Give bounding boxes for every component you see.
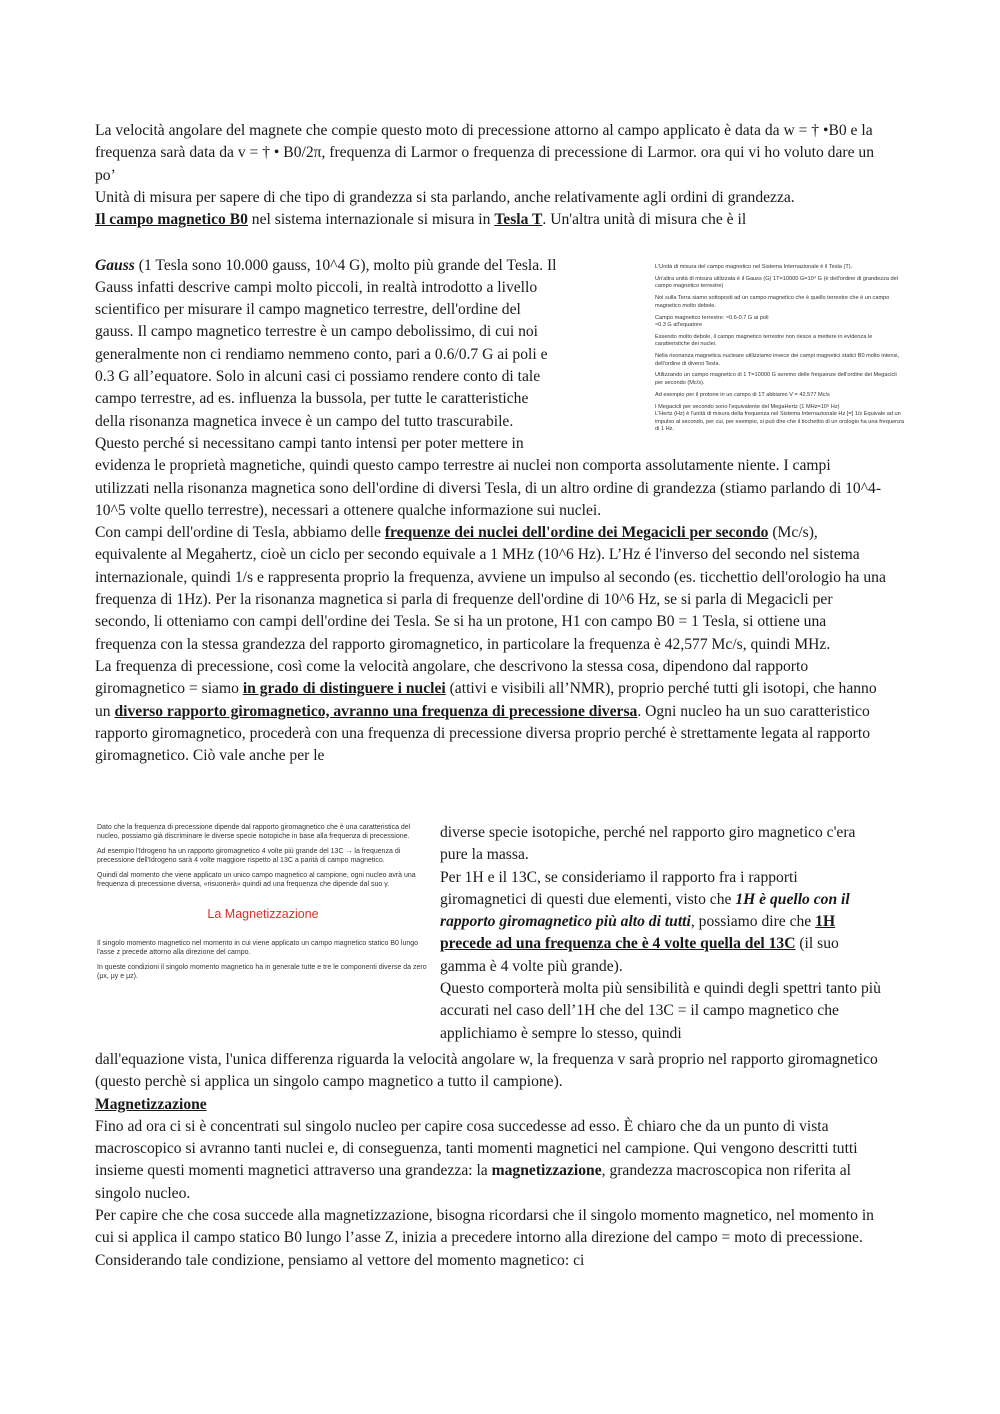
campo-line-0: Gauss (1 Tesla sono 10.000 gauss, 10^4 G), molto più grande del Tesla. Il — [95, 256, 557, 274]
side-note-magnetization: Dato che la frequenza di precessione dipende dal rapporto giromagnetico che è una caratteristica del nucleo, possiamo già discriminare le diverse specie isotopiche in base alla frequenza di precessione. Ad esempio l'Idrogeno ha un rapporto giromagnetico 4 volte più grande del 13C → la frequenza di precessione dell'Idrogeno sarà 4 volte maggiore rispetto al 13C a parità di campo magnetico. Quindi dal momento che viene applicato un unico campo magnetico al campione, ogni nucleo avrà una frequenza di precessione diversa, «risuonerà» quindi ad una frequenza che dipende dal suo γ. La Magnetizzazione Il singolo momento magnetico nel momento in cui viene applicato un campo magnetico statico B0 lungo l'asse z precede attorno alla direzione del campo. In queste condizioni il singolo momento magnetico ha in generale tutte e tre le componenti diverse da zero (μx, μy e μz). — [97, 824, 429, 989]
campo-first-line: Il campo magnetico B0 nel sistema internazionale si misura in Tesla T. Un'altra unità di misura che è il — [95, 211, 747, 229]
isotopic-paragraph: diverse specie isotopiche, perché nel rapporto giro magnetico c'era pure la massa. — [440, 824, 856, 864]
campo-line-8: Questo perché si necessitano campi tanto intensi per poter mettere in — [95, 434, 524, 452]
campo-line-7: della risonanza magnetica invece è un campo del tutto trascurabile. — [95, 412, 514, 430]
campo-rest-paragraph: evidenza le proprietà magnetiche, quindi questo campo terrestre ai nuclei non comporta assolutamente niente. I campi utilizzati nella risonanza magnetica sono dell'ordine di diversi Tesla, di un altro ordine di grandezza (stiamo parlando di 10^4-10^5 volte quello terrestre), necessari a ottenere qualche informazione sui nuclei. — [95, 457, 882, 519]
magnetization-slide-heading: La Magnetizzazione — [207, 906, 319, 921]
ratio-paragraph: Per 1H e il 13C, se consideriamo il rapporto fra i rapporti giromagnetici di questi due elementi, visto che 1H è quello con il rapporto giromagnetico più alto di tutti, possiamo dire che 1H precede ad una frequenza che è 4 volte quella del 13C (il suo gamma è 4 volte più grande). — [440, 868, 850, 975]
side-note-units: L'Unità di misura del campo magnetico nel Sistema Internazionale è il Tesla (T). Un'altra unità di misura utilizzata è il Gauss (G) 1T=10000 G=10⁴ G (è dell'ordine di grandezza del campo magnetico terrestre) Noi sulla Terra siamo sottoposti ad un campo magnetico che è quello terrestre che è un campo magnetico molto debole. Campo magnetico terrestre: ≈0.6-0.7 G ai poli ≈0.3 G all'equatore Essendo molto debole, il campo magnetico terrestre non riesce a mettere in evidenza le caratteristiche dei nuclei. Nella risonanza magnetica nucleare utilizziamo invece dei campi magnetici statici B0 molto intensi, dell'ordine di diversi Tesla. Utilizzando un campo magnetico di 1 T=10000 G avremo delle frequenze dell'ordine dei Megacicli per secondo (Mc/s). Ad esempio per il protone in un campo di 1T abbiamo V = 42.577 Mc/s I Megacicli per secondo sono l'equivalente del MegaHertz (1 MHz=10⁶ Hz) L'Hertz (Hz) è l'unità di misura della frequenza nel Sistema Internazionale Hz [=] 1/s Equivale ad un impulso al secondo, per cui, per esempio, si può dire che il ticchettio di un orologio ha una frequenza di 1 Hz. — [655, 264, 905, 432]
tesla-unit: Tesla T — [494, 211, 543, 229]
sensitivity-paragraph: Questo comporterà molta più sensibilità e quindi degli spettri tanto più accurati nel caso dell’1H che del 13C = il campo magnetico che applichiamo è sempre lo stesso, quindi — [440, 980, 881, 1042]
intro-paragraph-1: La velocità angolare del magnete che compie questo moto di precessione attorno al campo applicato è data da w = † •B0 e la frequenza sarà data da v = † • B0/2π, frequenza di Larmor o frequenza di precessione di Larmor. ora qui vi ho voluto dare un po’ — [95, 122, 875, 184]
campo-line-2: scientifico per misurare il campo magnetico terrestre, dell'ordine del — [95, 301, 521, 319]
prec-paragraph: La frequenza di precessione, così come la velocità angolare, che descrivono la stessa cosa, dipendono dal rapporto giromagnetico = siamo in grado di distinguere i nuclei (attivi e visibili all’NMR), proprio perché tutti gli isotopi, che hanno un diverso rapporto giromagnetico, avranno una frequenza di precessione diversa. Ogni nucleo ha un suo caratteristico rapporto giromagnetico, procederà con una frequenza di precessione diversa proprio perché è strettamente legata al rapporto giromagnetico. Ciò vale anche per le — [95, 657, 877, 765]
campo-title: Il campo magnetico B0 — [95, 211, 248, 229]
campo-line-4: generalmente non ci rendiamo nemmeno conto, pari a 0.6/0.7 G ai poli e — [95, 345, 548, 363]
intro-section — [95, 120, 887, 231]
precession-vector-paragraph: Per capire che che cosa succede alla magnetizzazione, bisogna ricordarsi che il singolo momento magnetico, nel momento in cui si applica il campo statico B0 lungo l’asse Z, inizia a precedere intorno alla direzione del campo = moto di precessione. Considerando tale condizione, pensiamo al vettore del momento magnetico: ci — [95, 1207, 874, 1269]
campo-line-5: 0.3 G all’equatore. Solo in alcuni casi ci possiamo rendere conto di tale — [95, 368, 541, 386]
prec-right-column — [440, 822, 885, 1045]
final-section — [95, 1049, 887, 1272]
campo-line-3: gauss. Il campo magnetico terrestre è un campo debolissimo, di cui noi — [95, 323, 539, 341]
intro-paragraph-2: Unità di misura per sapere di che tipo di grandezza si sta parlando, anche relativamente agli ordini di grandezza. — [95, 188, 795, 206]
campo-line-6: campo terrestre, ad es. influenza la bussola, per tutte le caratteristiche — [95, 390, 529, 408]
middle-section — [95, 455, 887, 767]
campo-wrapped-lines — [95, 255, 655, 456]
equation-paragraph: dall'equazione vista, l'unica differenza riguarda la velocità angolare w, la frequenza v sarà proprio nel rapporto giromagnetico (questo perchè si applica un singolo campo magnetico a tutto il campione). — [95, 1051, 878, 1091]
campo-line-1: Gauss infatti descrive campi molto piccoli, in realtà introdotto a livello — [95, 278, 538, 296]
magnetization-heading: Magnetizzazione — [95, 1095, 207, 1113]
freq-paragraph: Con campi dell'ordine di Tesla, abbiamo delle frequenze dei nuclei dell'ordine dei Megacicli per secondo (Mc/s), equivalente al Megahertz, cioè un ciclo per secondo equivale a 1 MHz (10^6 Hz). L’Hz é l'inverso del secondo nel sistema internazionale, quindi 1/s e rappresenta proprio la frequenza, avviene un impulso al secondo (es. ticchettio dell'orologio ha una frequenza di 1Hz). Per la risonanza magnetica si parla di frequenze dell'ordine di 10^6 Hz, se si parla di Megacicli per secondo, li otteniamo con campi dell'ordine dei Tesla. Se si ha un protone, H1 con campo B0 = 1 Tesla, si ottiene una frequenza con la stessa grandezza del rapporto giromagnetico, in particolare la frequenza è 42,577 Mc/s, quindi MHz. — [95, 524, 886, 653]
macroscopic-paragraph: Fino ad ora ci si è concentrati sul singolo nucleo per capire cosa succedesse ad esso. È chiaro che da un punto di vista macroscopico si avranno tanti nuclei e, di conseguenza, tanti momenti magnetici nel campione. Qui vengono descritti tutti insieme questi momenti magnetici attraverso una grandezza: la magnetizzazione, grandezza macroscopica non riferita al singolo nucleo. — [95, 1117, 858, 1202]
